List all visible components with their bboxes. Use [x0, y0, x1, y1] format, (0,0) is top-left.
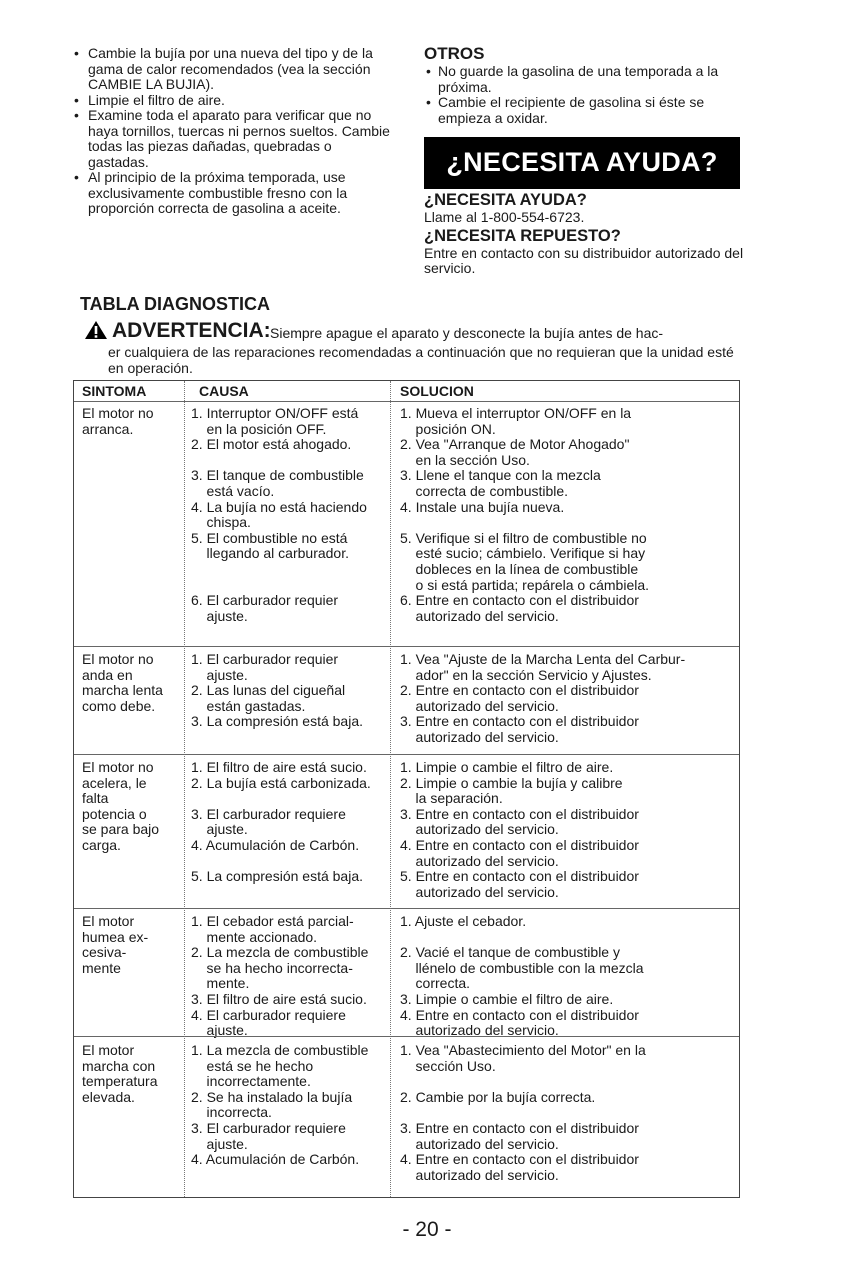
bullet-item: • Examine toda el aparato para verificar que no haya tornillos, tuercas ni pernos sueltos. Cambie todas las piezas dañadas, quebradas o gastadas.: [74, 108, 394, 170]
help-phone: Llame al 1-800-554-6723.: [424, 209, 585, 225]
row1-sintoma: El motor no arranca.: [82, 405, 154, 437]
tabla-title: TABLA DIAGNOSTICA: [80, 294, 270, 314]
bullet-item: • Cambie la bujía por una nueva del tipo y de la gama de calor recomendados (vea la sección CAMBIE LA BUJIA).: [74, 46, 394, 93]
row2-solucion: 1. Vea "Ajuste de la Marcha Lenta del Carbur- ador" en la sección Servicio y Ajustes. 2. Entre en contacto con el distribuidor autorizado del servicio. 3. Entre en contacto con el distribuidor autorizado del servicio.: [400, 651, 686, 745]
warning-text-line1: Siempre apague el aparato y desconecte la bujía antes de hac-: [270, 325, 664, 341]
help-title: ¿NECESITA AYUDA?: [424, 191, 587, 209]
row1-solucion: 1. Mueva el interruptor ON/OFF en la posición ON. 2. Vea "Arranque de Motor Ahogado" en la sección Uso. 3. Llene el tanque con la mezcla correcta de combustible. 4. Instale una bujía nueva. 5. Verifique si el filtro de combustible no esté sucio; cámbielo. Verifique si hay dobleces en la línea de combustible o si está partida; repárela o cámbiela. 6. Entre en contacto con el distribuidor autorizado del servicio.: [400, 405, 650, 624]
row5-sintoma: El motor marcha con temperatura elevada.: [82, 1042, 158, 1105]
help-banner: ¿NECESITA AYUDA?: [424, 137, 740, 189]
row4-sintoma: El motor humea ex- cesiva- mente: [82, 913, 149, 976]
diagnostic-table: [73, 380, 740, 1198]
row5-causa: 1. La mezcla de combustible está se he hecho incorrectamente. 2. Se ha instalado la bujía incorrecta. 3. El carburador requiere ajuste. 4. Acumulación de Carbón.: [191, 1042, 369, 1168]
row4-causa: 1. El cebador está parcial- mente accionado. 2. La mezcla de combustible se ha hecho incorrecta- mente. 3. El filtro de aire está sucio. 4. El carburador requiere ajuste.: [191, 913, 369, 1039]
warning-label: ADVERTENCIA:: [112, 319, 271, 342]
warning-icon: [84, 320, 108, 340]
maintenance-bullets: [74, 46, 394, 217]
row1-causa: 1. Interruptor ON/OFF está en la posición OFF. 2. El motor está ahogado. 3. El tanque de combustible está vacío. 4. La bujía no está haciendo chispa. 5. El combustible no está llegando al carburador. 6. El carburador requier ajuste.: [191, 405, 367, 624]
bullet-item: • Al principio de la próxima temporada, use exclusivamente combustible fresno con la proporción correcta de gasolina a aceite.: [74, 170, 394, 217]
row2-sintoma: El motor no anda en marcha lenta como debe.: [82, 651, 163, 714]
bullet-item: • Limpie el filtro de aire.: [74, 93, 394, 109]
row3-solucion: 1. Limpie o cambie el filtro de aire. 2. Limpie o cambie la bujía y calibre la separación. 3. Entre en contacto con el distribuidor autorizado del servicio. 4. Entre en contacto con el distribuidor autorizado del servicio. 5. Entre en contacto con el distribuidor autorizado del servicio.: [400, 759, 639, 900]
row5-solucion: 1. Vea "Abastecimiento del Motor" en la sección Uso. 2. Cambie por la bujía correcta. 3. Entre en contacto con el distribuidor autorizado del servicio. 4. Entre en contacto con el distribuidor autorizado del servicio.: [400, 1042, 646, 1183]
header-solucion: SOLUCION: [400, 383, 474, 399]
page-number: - 20 -: [402, 1218, 452, 1241]
row4-solucion: 1. Ajuste el cebador. 2. Vacié el tanque de combustible y llénelo de combustible con la mezcla correcta. 3. Limpie o cambie el filtro de aire. 4. Entre en contacto con el distribuidor autorizado del servicio.: [400, 913, 644, 1039]
otros-item: • Cambie el recipiente de gasolina si éste se empieza a oxidar.: [424, 95, 754, 126]
row3-causa: 1. El filtro de aire está sucio. 2. La bujía está carbonizada. 3. El carburador requiere ajuste. 4. Acumulación de Carbón. 5. La compresión está baja.: [191, 759, 371, 885]
warning-text-rest: er cualquiera de las reparaciones recomendadas a continuación que no requieran que la unidad esté en operación.: [108, 344, 734, 376]
header-sintoma: SINTOMA: [82, 383, 147, 399]
otros-section: [424, 44, 754, 126]
row3-sintoma: El motor no acelera, le falta potencia o se para bajo carga.: [82, 759, 160, 853]
row2-causa: 1. El carburador requier ajuste. 2. Las lunas del cigueñal están gastadas. 3. La compresión está baja.: [191, 651, 363, 730]
help-section: [424, 190, 754, 277]
header-causa: CAUSA: [199, 383, 249, 399]
parts-title: ¿NECESITA REPUESTO?: [424, 226, 621, 245]
otros-item: • No guarde la gasolina de una temporada a la próxima.: [424, 64, 754, 95]
otros-title: OTROS: [424, 44, 485, 63]
parts-text: Entre en contacto con su distribuidor autorizado del servicio.: [424, 244, 744, 276]
